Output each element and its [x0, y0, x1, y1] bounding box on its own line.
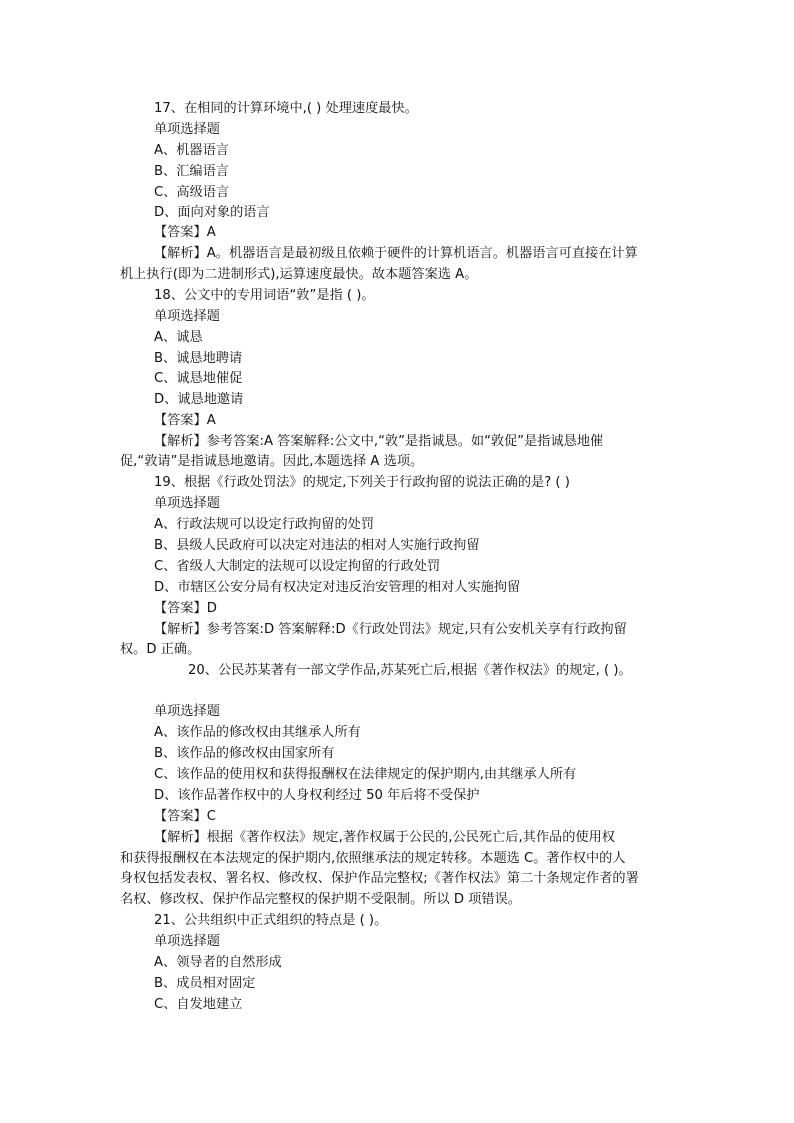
question-20-type: 单项选择题	[154, 704, 220, 719]
question-20-option-a: A、该作品的修改权由其继承人所有	[154, 725, 361, 740]
question-21-stem: 21、公共组织中正式组织的特点是 ( )。	[154, 913, 388, 928]
question-20-option-d: D、该作品著作权中的人身权利经过 50 年后将不受保护	[154, 788, 480, 803]
question-18-analysis-line-1: 【解析】参考答案:A 答案解释:公文中,“敦”是指诚恳。如“敦促”是指诚恳地催	[154, 434, 604, 449]
question-17-answer: 【答案】A	[154, 225, 216, 240]
question-19-option-c: C、省级人大制定的法规可以设定拘留的行政处罚	[154, 559, 441, 574]
question-19-stem: 19、根据《行政处罚法》的规定,下列关于行政拘留的说法正确的是? ( )	[154, 475, 570, 490]
question-21-option-b: B、成员相对固定	[154, 976, 256, 991]
question-19-option-b: B、县级人民政府可以决定对违法的相对人实施行政拘留	[154, 538, 480, 553]
question-17-stem: 17、在相同的计算环境中,( ) 处理速度最快。	[154, 101, 418, 116]
question-18-option-a: A、诚恳	[154, 330, 203, 345]
question-18-answer: 【答案】A	[154, 413, 216, 428]
question-19-answer: 【答案】D	[154, 601, 217, 616]
question-17-type: 单项选择题	[154, 122, 220, 137]
question-17-option-c: C、高级语言	[154, 185, 230, 200]
question-17-option-a: A、机器语言	[154, 143, 229, 158]
question-19-analysis-line-2: 权。D 正确。	[120, 642, 201, 657]
question-17-option-b: B、汇编语言	[154, 164, 229, 179]
question-18-analysis-line-2: 促,“敦请”是指诚恳地邀请。因此,本题选择 A 选项。	[120, 454, 424, 469]
question-21-type: 单项选择题	[154, 934, 220, 949]
question-21-option-a: A、领导者的自然形成	[154, 955, 282, 970]
question-20-analysis-line-3: 身权包括发表权、署名权、修改权、保护作品完整权;《著作权法》第二十条规定作者的署	[120, 871, 639, 886]
question-17-analysis-line-2: 机上执行(即为二进制形式),运算速度最快。故本题答案选 A。	[120, 267, 478, 282]
question-19-option-a: A、行政法规可以设定行政拘留的处罚	[154, 517, 375, 532]
question-21-option-c: C、自发地建立	[154, 997, 243, 1012]
question-18-option-b: B、诚恳地聘请	[154, 351, 243, 366]
question-19-analysis-line-1: 【解析】参考答案:D 答案解释:D《行政处罚法》规定,只有公安机关享有行政拘留	[154, 622, 627, 637]
question-20-answer: 【答案】C	[154, 809, 216, 824]
question-20-option-c: C、该作品的使用权和获得报酬权在法律规定的保护期内,由其继承人所有	[154, 767, 577, 782]
question-20-analysis-line-1: 【解析】根据《著作权法》规定,著作权属于公民的,公民死亡后,其作品的使用权	[154, 830, 615, 845]
question-17-analysis-line-1: 【解析】A。机器语言是最初级且依赖于硬件的计算机语言。机器语言可直接在计算	[154, 246, 638, 261]
question-19-type: 单项选择题	[154, 496, 220, 511]
question-17-option-d: D、面向对象的语言	[154, 205, 270, 220]
question-18-option-c: C、诚恳地催促	[154, 371, 243, 386]
question-18-stem: 18、公文中的专用词语“敦”是指 ( )。	[154, 288, 375, 303]
question-20-analysis-line-4: 名权、修改权、保护作品完整权的保护期不受限制。所以 D 项错误。	[120, 892, 521, 907]
question-18-type: 单项选择题	[154, 309, 220, 324]
question-18-option-d: D、诚恳地邀请	[154, 392, 244, 407]
question-20-analysis-line-2: 和获得报酬权在本法规定的保护期内,依照继承法的规定转移。本题选 C。著作权中的人	[120, 851, 626, 866]
question-19-option-d: D、市辖区公安分局有权决定对违反治安管理的相对人实施拘留	[154, 580, 521, 595]
question-20-option-b: B、该作品的修改权由国家所有	[154, 746, 335, 761]
question-20-stem: 20、公民苏某著有一部文学作品,苏某死亡后,根据《著作权法》的规定, ( )。	[188, 663, 632, 678]
